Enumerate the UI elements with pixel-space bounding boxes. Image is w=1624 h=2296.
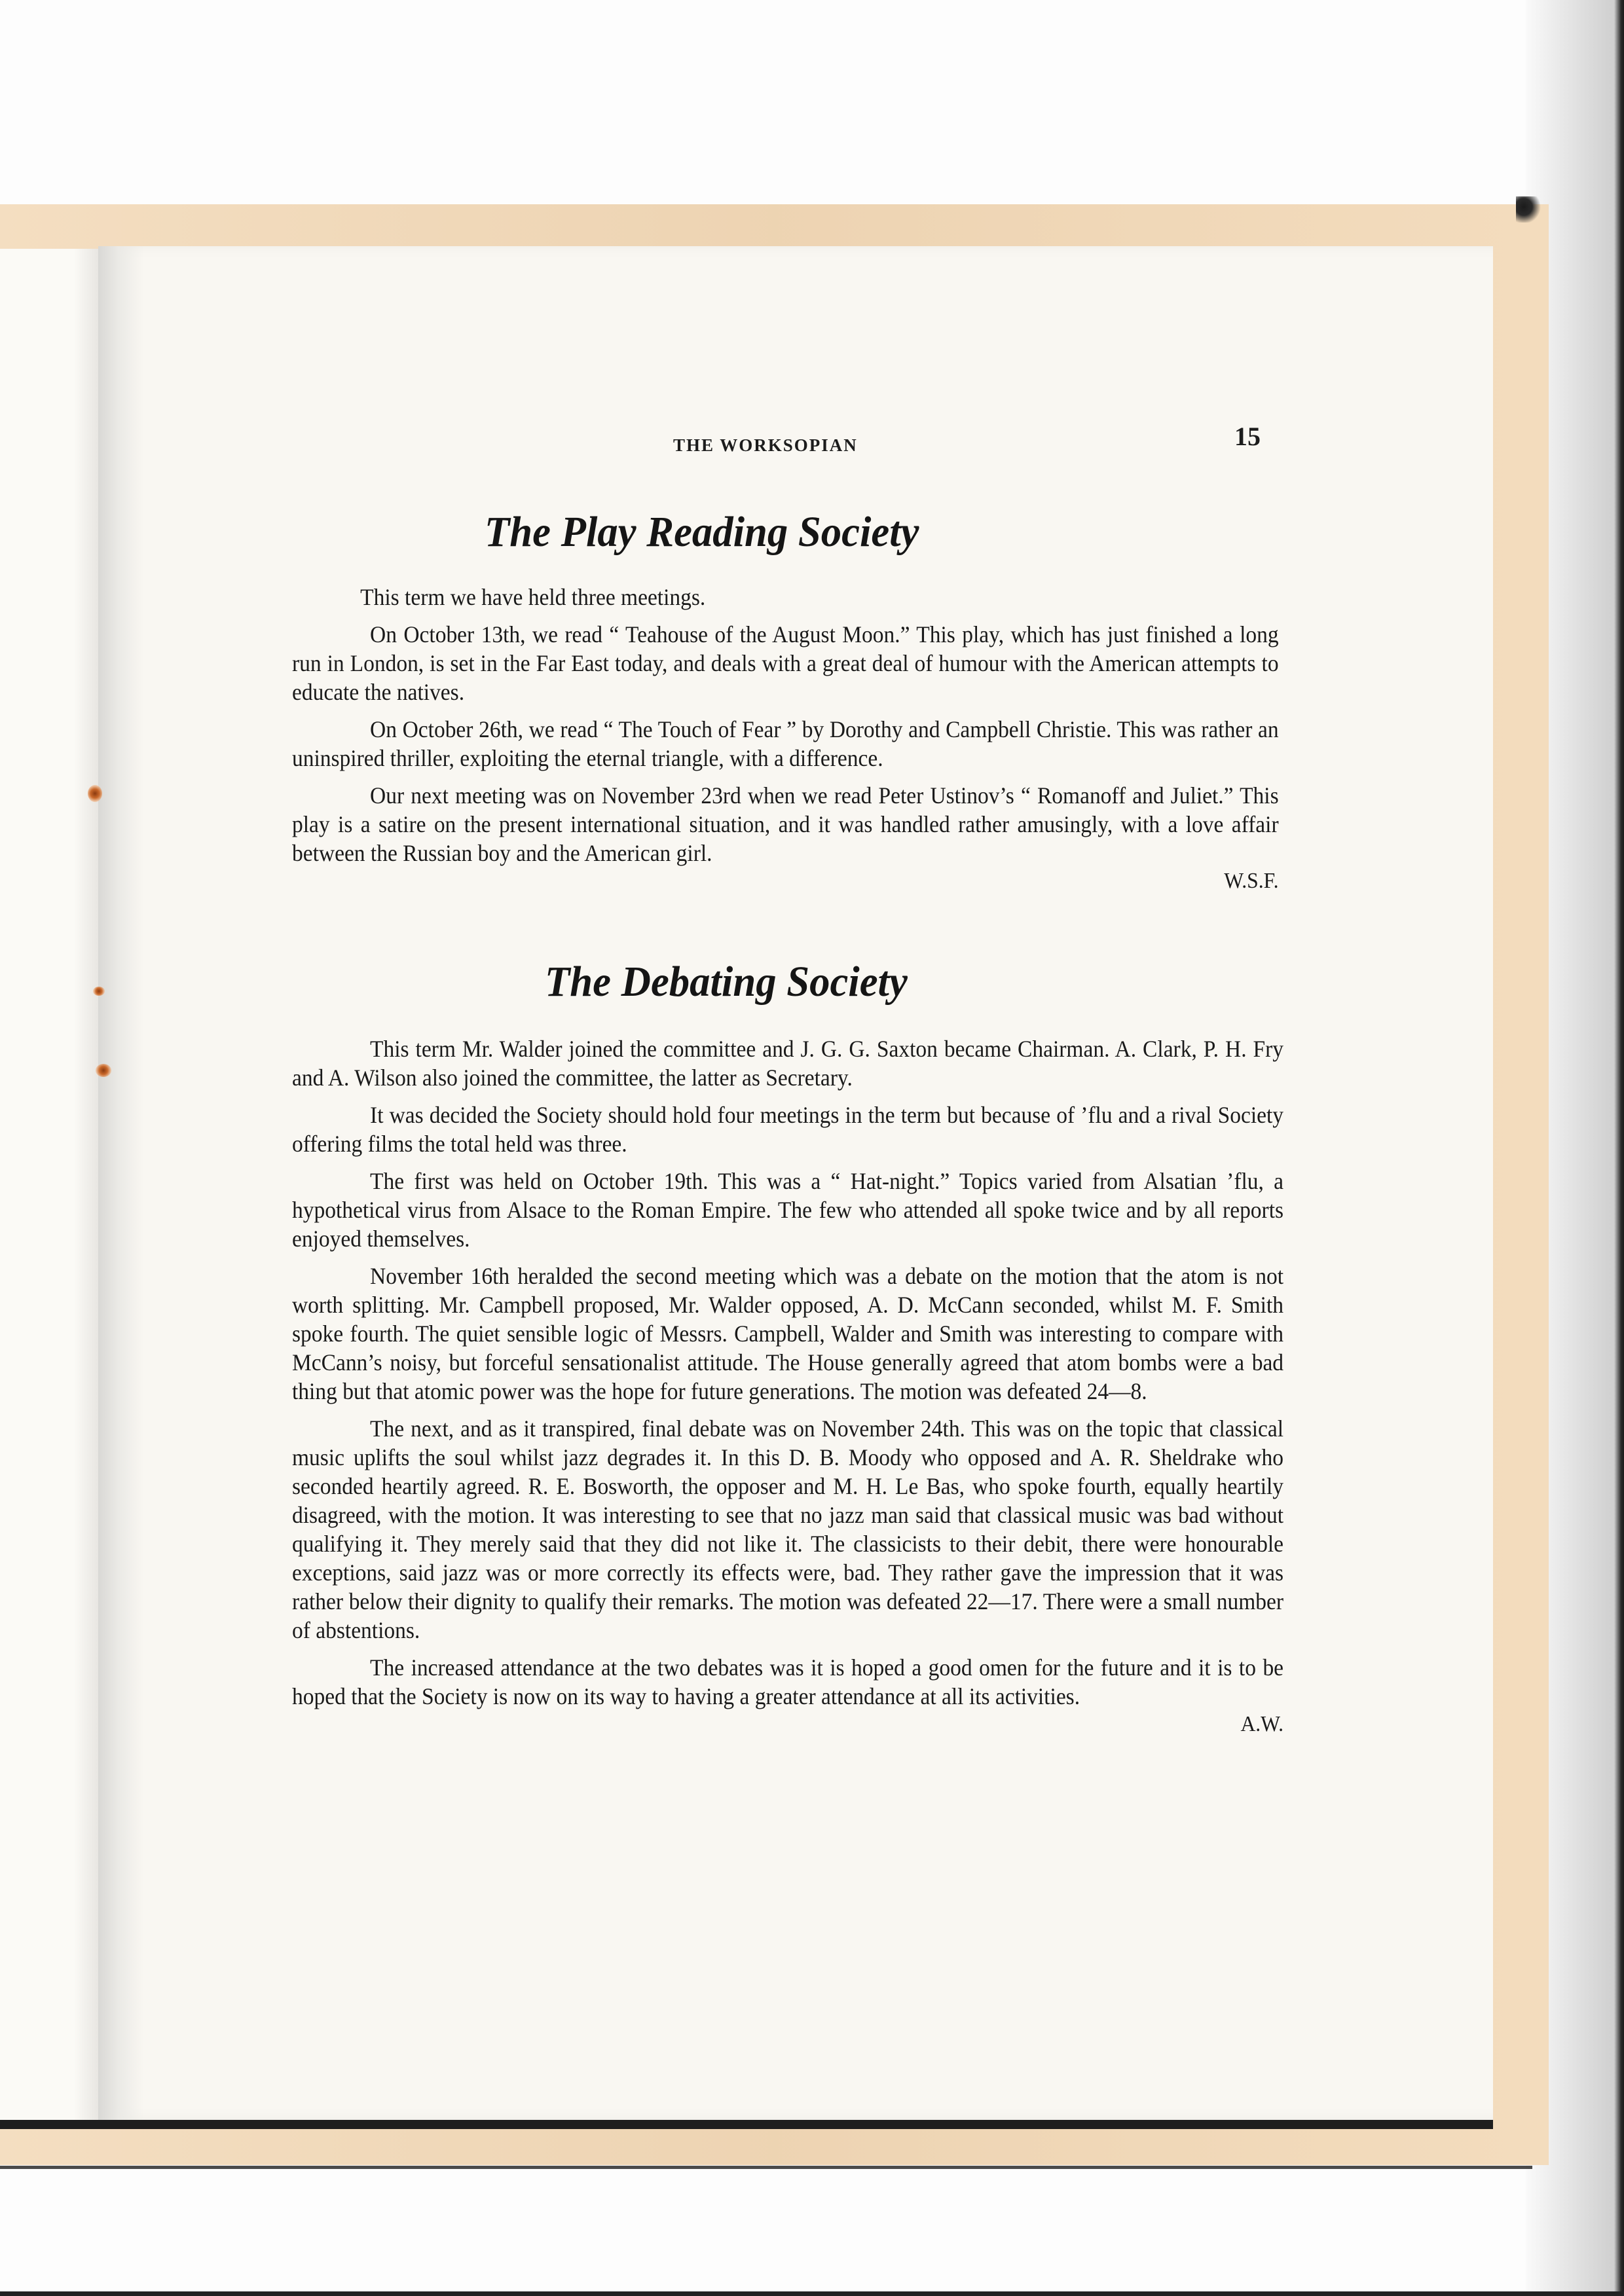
- running-head: THE WORKSOPIAN: [673, 435, 858, 455]
- paragraph: It was decided the Society should hold four meetings in the term but because of ’flu and a rival Society offering films the total held was three.: [292, 1102, 1284, 1157]
- rust-stain: [96, 1064, 111, 1077]
- page-bottom-shadow: [0, 2120, 1493, 2129]
- paragraph: The increased attendance at the two debates was it is hoped a good omen for the future and it is to be hoped that the Society is now on its way to having a greater attendance at all its activities.: [292, 1654, 1284, 1709]
- paragraph: This term we have held three meetings.: [360, 584, 706, 610]
- paragraph: November 16th heralded the second meeting which was a debate on the motion that the atom is not worth splitting. Mr. Campbell proposed, Mr. Walder opposed, A. D. McCann seconded, whilst M. F. Smith spoke fourth. The quiet sensible logic of Messrs. Campbell, Walder and Smith was interesting to compare with McCann’s noisy, but forceful sensationalist attitude. The House generally agreed that atom bombs were a bad thing but that atomic power was the hope for future generations. The motion was defeated 24—8.: [292, 1263, 1284, 1404]
- gutter-shadow: [98, 246, 144, 2120]
- section-title-debating: The Debating Society: [545, 958, 908, 1006]
- scanner-bottom-edge: [0, 2291, 1624, 2296]
- page-number: 15: [1234, 422, 1261, 451]
- debating-body: [292, 1034, 1283, 1747]
- rust-stain: [88, 785, 102, 802]
- rust-stain: [93, 987, 105, 996]
- paragraph: On October 26th, we read “ The Touch of Fear ” by Dorothy and Campbell Christie. This was rather an uninspired thriller, exploiting the eternal triangle, with a difference.: [292, 716, 1279, 771]
- signature: A.W.: [1240, 1712, 1284, 1736]
- paragraph: This term Mr. Walder joined the committee and J. G. G. Saxton became Chairman. A. Clark, P. H. Fry and A. Wilson also joined the committee, the latter as Secretary.: [292, 1036, 1284, 1091]
- cover-bottom-edge: [0, 2166, 1532, 2169]
- paragraph: The next, and as it transpired, final debate was on November 24th. This was on the topic that classical music uplifts the soul whilst jazz degrades it. In this D. B. Moody who opposed and A. R. Sheldrake who seconded heartily agreed. R. E. Bosworth, the opposer and M. H. Le Bas, who spoke fourth, equally heartily disagreed, with the motion. It was interesting to see that no jazz man said that classical music was bad without qualifying it. They merely said that they did not like it. The classicists to their debit, there were honourable exceptions, said jazz was or more correctly its effects were, bad. They rather gave the impression that it was rather below their dignity to qualify their remarks. The motion was defeated 22—17. There were a small number of abstentions.: [292, 1415, 1284, 1643]
- paragraph: The first was held on October 19th. This was a “ Hat-night.” Topics varied from Alsatian ’flu, a hypothetical virus from Alsace to the Roman Empire. The few who attended all spoke twice and by all reports enjoyed themselves.: [292, 1168, 1284, 1252]
- paragraph: On October 13th, we read “ Teahouse of the August Moon.” This play, which has just finished a long run in London, is set in the Far East today, and deals with a great deal of humour with the American attempts to educate the natives.: [292, 621, 1279, 705]
- cover-corner-wear: [1516, 196, 1542, 223]
- section-title-play-reading: The Play Reading Society: [485, 508, 919, 556]
- paragraph: Our next meeting was on November 23rd when we read Peter Ustinov’s “ Romanoff and Juliet.” This play is a satire on the present international situation, and it was handled rather amusingly, with a love affair between the Russian boy and the American girl.: [292, 782, 1279, 866]
- play-reading-body: [292, 583, 1279, 904]
- signature: W.S.F.: [1224, 869, 1279, 893]
- facing-page-edge: [0, 249, 98, 2121]
